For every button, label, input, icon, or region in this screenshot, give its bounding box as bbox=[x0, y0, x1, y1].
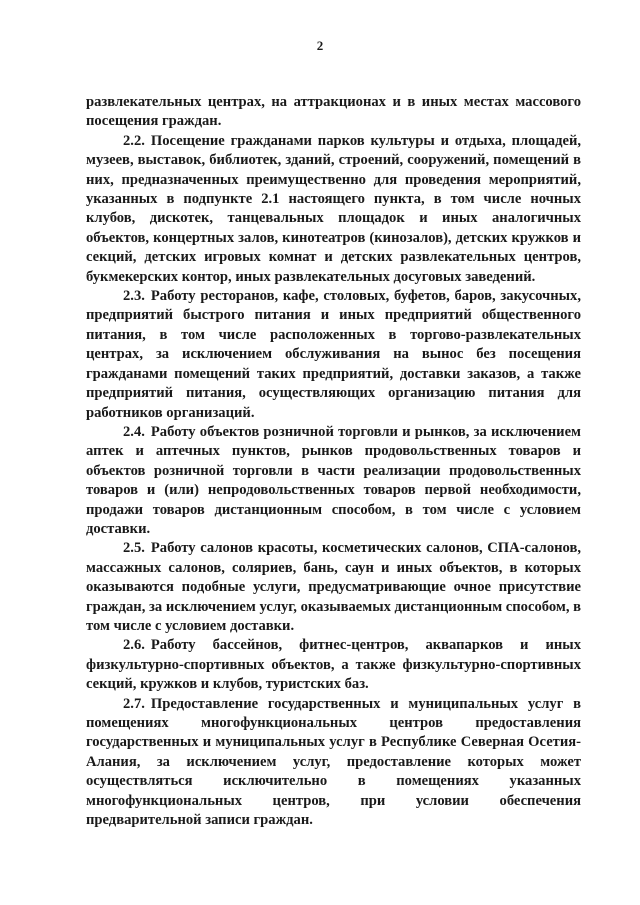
paragraph-2-4 bbox=[86, 423, 581, 539]
paragraph-2-5 bbox=[86, 539, 581, 636]
paragraph-text: Работу бассейнов, фитнес-центров, аквапарков и иных физкультурно-спортивных объектов, а также физкультурно-спортивных секций, кружков и клубов, туристских баз. bbox=[86, 637, 581, 693]
paragraph-number: 2.2. bbox=[123, 132, 145, 149]
paragraph-number: 2.4. bbox=[123, 423, 145, 440]
document-body bbox=[86, 93, 581, 830]
paragraph-2-2 bbox=[86, 132, 581, 287]
paragraph-number: 2.6. bbox=[123, 637, 145, 654]
paragraph-number: 2.5. bbox=[123, 540, 145, 557]
paragraph-text: Работу салонов красоты, косметических салонов, СПА-салонов, массажных салонов, соляриев, бань, саун и иных объектов, в которых оказываются подобные услуги, предусматривающие очное присутствие граждан, за исключением услуг, оказываемых дистанционным способом, в том числе с условием доставки. bbox=[86, 540, 581, 634]
paragraph-text: Предоставление государственных и муниципальных услуг в помещениях многофункциональных центров предоставления государственных и муниципальных услуг в Республике Северная Осетия-Алания, за исключением услуг, предоставление которых может осуществляться исключительно в помещениях указанных многофункциональных центров, при условии обеспечения предварительной записи граждан. bbox=[86, 695, 581, 829]
paragraph-2-3 bbox=[86, 287, 581, 423]
paragraph-number: 2.7. bbox=[123, 695, 145, 712]
page-number: 2 bbox=[316, 38, 324, 53]
paragraph-text: Работу ресторанов, кафе, столовых, буфетов, баров, закусочных, предприятий быстрого питания и иных предприятий общественного питания, в том числе расположенных в торгово-развлекательных центрах, за исключением обслуживания на вынос без посещения гражданами помещений таких предприятий, доставки заказов, а также предприятий питания, осуществляющих организацию питания для работников организаций. bbox=[86, 288, 581, 421]
paragraph-text: Работу объектов розничной торговли и рынков, за исключением аптек и аптечных пунктов, рынков продовольственных товаров и объектов розничной торговли в части реализации продовольственных товаров и (или) непродовольственных товаров первой необходимости, продажи товаров дистанционным способом, в том числе с условием доставки. bbox=[86, 423, 581, 537]
paragraph-text: Посещение гражданами парков культуры и отдыха, площадей, музеев, выставок, библиотек, зданий, строений, сооружений, помещений в них, предназначенных преимущественно для проведения мероприятий, указанных в подпункте 2.1 настоящего пункта, в том числе ночных клубов, дискотек, танцевальных площадок и иных аналогичных объектов, концертных залов, кинотеатров (кинозалов), детских кружков и секций, детских игровых комнат и детских развлекательных центров, букмекерских контор, иных развлекательных досуговых заведений. bbox=[86, 132, 581, 285]
paragraph-text: развлекательных центрах, на аттракционах и в иных местах массового посещения граждан. bbox=[86, 94, 581, 130]
paragraph-2-6 bbox=[86, 636, 581, 694]
paragraph-2-7 bbox=[86, 695, 581, 831]
paragraph-continuation bbox=[86, 93, 581, 132]
paragraph-number: 2.3. bbox=[123, 288, 145, 305]
